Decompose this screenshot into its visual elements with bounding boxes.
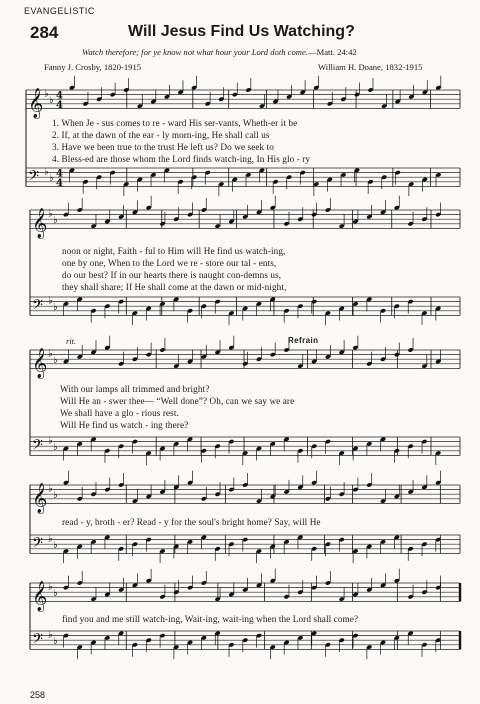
flat-icon: ♭: [53, 588, 58, 600]
time-signature: 4: [56, 90, 63, 102]
time-signature: 4: [56, 168, 63, 180]
treble-clef-icon: 𝄞: [32, 348, 48, 379]
time-signature: 4: [56, 99, 63, 111]
page-number: 258: [30, 690, 46, 700]
ritardando-mark: rit.: [66, 336, 77, 346]
lyric-line: find you and me still watch-ing, Wait-ing, wait-ing when the Lord shall come?: [62, 614, 359, 624]
scripture-text: Watch therefore; for ye know not what hour your Lord doth come.: [82, 47, 308, 57]
time-signature: 4: [56, 177, 63, 189]
bass-clef-icon: 𝄢: [32, 630, 43, 651]
flat-icon: ♭: [44, 88, 49, 100]
lyric-line: 3. Have we been true to the trust He left us? Do we seek to: [52, 142, 274, 152]
music-credit: William H. Doane, 1832-1915: [318, 62, 423, 72]
flat-icon: ♭: [49, 95, 54, 107]
flat-icon: ♭: [48, 295, 53, 307]
flat-icon: ♭: [53, 540, 58, 552]
treble-clef-icon: 𝄞: [28, 88, 44, 119]
flat-icon: ♭: [53, 442, 58, 454]
treble-clef-icon: 𝄞: [32, 208, 48, 239]
scripture-reference: —Matt. 24:42: [307, 47, 357, 57]
flat-icon: ♭: [48, 208, 53, 220]
lyric-line: 4. Bless-ed are those whom the Lord finds watch-ing, In His glo - ry: [52, 154, 311, 164]
hymn-number: 284: [30, 23, 59, 42]
refrain-label: Refrain: [288, 336, 319, 345]
flat-icon: ♭: [48, 483, 53, 495]
lyric-line: 2. If, at the dawn of the ear - ly morn-ing, He shall call us: [52, 130, 270, 140]
lyric-line: 1. When Je - sus comes to re - ward His ser-vants, Wheth-er it be: [52, 118, 298, 128]
flat-icon: ♭: [48, 629, 53, 641]
flat-icon: ♭: [48, 348, 53, 360]
flat-icon: ♭: [53, 355, 58, 367]
flat-icon: ♭: [48, 581, 53, 593]
lyric-line: We shall have a glo - rious rest.: [60, 408, 179, 418]
treble-clef-icon: 𝄞: [32, 483, 48, 514]
bass-clef-icon: 𝄢: [28, 167, 39, 188]
flat-icon: ♭: [44, 166, 49, 178]
lyric-line: Will He find us watch - ing there?: [60, 420, 189, 430]
flat-icon: ♭: [53, 490, 58, 502]
flat-icon: ♭: [53, 636, 58, 648]
scripture-quote: [82, 47, 357, 57]
lyric-line: read - y, broth - er? Read - y for the soul's bright home? Say, will He: [62, 517, 321, 527]
lyric-line: noon or night, Faith - ful to Him will He find us watch-ing,: [62, 246, 286, 256]
hymn-title: Will Jesus Find Us Watching?: [128, 23, 355, 40]
flat-icon: ♭: [48, 533, 53, 545]
flat-icon: ♭: [49, 173, 54, 185]
section-label: EVANGELISTIC: [24, 6, 95, 16]
lyric-line: With our lamps all trimmed and bright?: [60, 384, 210, 394]
bass-clef-icon: 𝄢: [32, 436, 43, 457]
lyric-line: do our best? If in our hearts there is naught con-demns us,: [62, 270, 282, 280]
flat-icon: ♭: [53, 215, 58, 227]
bass-clef-icon: 𝄢: [32, 534, 43, 555]
flat-icon: ♭: [53, 302, 58, 314]
treble-clef-icon: 𝄞: [32, 581, 48, 612]
lyric-line: Will He an - swer thee— “Well done”? Oh, can we say we are: [60, 396, 295, 406]
lyric-line: they shall share; If He shall come at the dawn or mid-night,: [62, 282, 287, 292]
bass-clef-icon: 𝄢: [32, 296, 43, 317]
lyric-line: one by one, When to the Lord we re - store our tal - ents,: [62, 258, 277, 268]
words-credit: Fanny J. Crosby, 1820-1915: [44, 62, 142, 72]
flat-icon: ♭: [48, 435, 53, 447]
